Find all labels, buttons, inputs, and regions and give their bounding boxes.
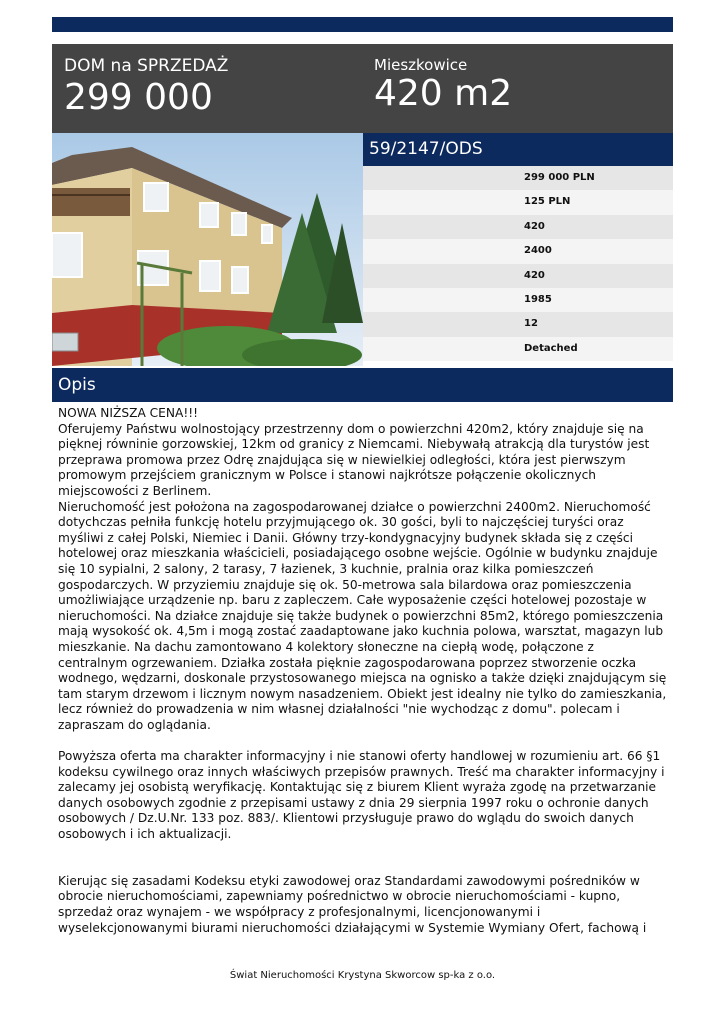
detail-row-price-per-m2: 125 PLN [363,190,673,214]
house-photo-illustration [52,133,363,366]
detail-row-area: 420 [363,215,673,239]
offer-reference-number: 59/2147/ODS [363,133,673,166]
detail-row-usable-area: 420 [363,264,673,288]
detail-row-rooms: 12 [363,312,673,336]
price-value: 299 000 [64,77,213,118]
disclaimer-paragraph: Powyższa oferta ma charakter informacyjny i nie stanowi oferty handlowej w rozumieniu art. 66 §1 kodeksu cywilnego oraz innych właściwych przepisów prawnych. Treść ma charakter informacyjny i zalecamy jej osobistą weryfikację. Kontaktując się z biurem Klient wyraża zgodę na przetwarzanie danych osobowych zgodnie z przepisami ustawy z dnia 29 sierpnia 1997 roku o ochronie danych osobowych / Dz.U.Nr. 133 poz. 883/. Klientowi przysługuje prawo do wglądu do swoich danych osobowych i ich aktualizacji. [58,749,665,842]
property-photo [52,133,363,366]
footer-company-name: Świat Nieruchomości Krystyna Skworcow sp-ka z o.o. [229,970,496,981]
detail-row-plot-area: 2400 [363,239,673,263]
area-block [374,56,512,114]
top-accent-bar [52,17,673,32]
detail-row-building-type: Detached [363,337,673,361]
description-body [58,406,670,936]
location-label: Mieszkowice [374,56,468,74]
description-paragraph: NOWA NIŻSZA CENA!!! Oferujemy Państwu wolnostojący przestrzenny dom o powierzchni 420m2, który znajduje się na pięknej równinie gorzowskiej, 12km od granicy z Niemcami. Niebywałą atrakcją dla turystów jest przeprawa promowa przez Odrę znajdująca się w niewielkiej odległości, która jest pierwszym promowym przejściem granicznym w Polsce i stanowi najkrótsze połączenie okolicznych miejscowości z Berlinem. Nieruchomość jest położona na zagospodarowanej działce o powierzchni 2400m2. Nieruchomość dotychczas pełniła funkcję hotelu przyjmującego ok. 30 gości, byli to najczęściej turyści oraz myśliwi z całej Polski, Niemiec i Danii. Główny trzy-kondygnacyjny budynek składa się z części hotelowej oraz mieszkania właścicieli, posiadającego osobne wejście. Ogólnie w budynku znajduje się 10 sypialni, 2 salony, 2 tarasy, 7 łazienek, 3 kuchnie, pralnia oraz kilka pomieszczeń gospodarczych. W przyziemiu znajduje się ok. 50-metrowa sala bilardowa oraz pomieszczenia umożliwiające urządzenie np. baru z zapleczem. Całe wyposażenie części hotelowej pozostaje w nieruchomości. Na działce znajduje się także budynek o powierzchni 85m2, którego pomieszczenia mają wysokość ok. 4,5m i mogą zostać zaadaptowane jako kuchnia polowa, warsztat, magazyn lub mieszkanie. Na dachu zamontowano 4 kolektory słoneczne na ciepłą wodę, połączone z centralnym ogrzewaniem. Działka została pięknie zagospodarowana poprzez stworzenie oczka wodnego, wędzarni, doskonale przystosowanego miejsca na ognisko a także dzięki znajdującym się tam starym drzewom i licznym nowym nasadzeniem. Obiekt jest idealny nie tylko do zamieszkania, lecz również do prowadzenia w nim własnej działalności "nie wychodząc z domu". polecam i zapraszam do oglądania. [58,406,667,732]
property-details-table [363,166,673,361]
property-type-label: DOM na SPRZEDAŻ [64,56,229,76]
description-section-title: Opis [52,368,673,402]
price-block [64,56,228,118]
area-value: 420 m2 [374,73,513,114]
listing-header [52,44,673,133]
detail-row-price: 299 000 PLN [363,166,673,190]
ethics-paragraph: Kierując się zasadami Kodeksu etyki zawodowej oraz Standardami zawodowymi pośredników w obrocie nieruchomościami, zapewniamy pośrednictwo w obrocie nieruchomościami - kupno, sprzedaż oraz wynajem - we współpracy z profesjonalnymi, licencjonowanymi i wyselekcjonowanymi biurami nieruchomości działającymi w Systemie Wymiany Ofert, fachową i [58,873,647,935]
detail-row-year-built: 1985 [363,288,673,312]
